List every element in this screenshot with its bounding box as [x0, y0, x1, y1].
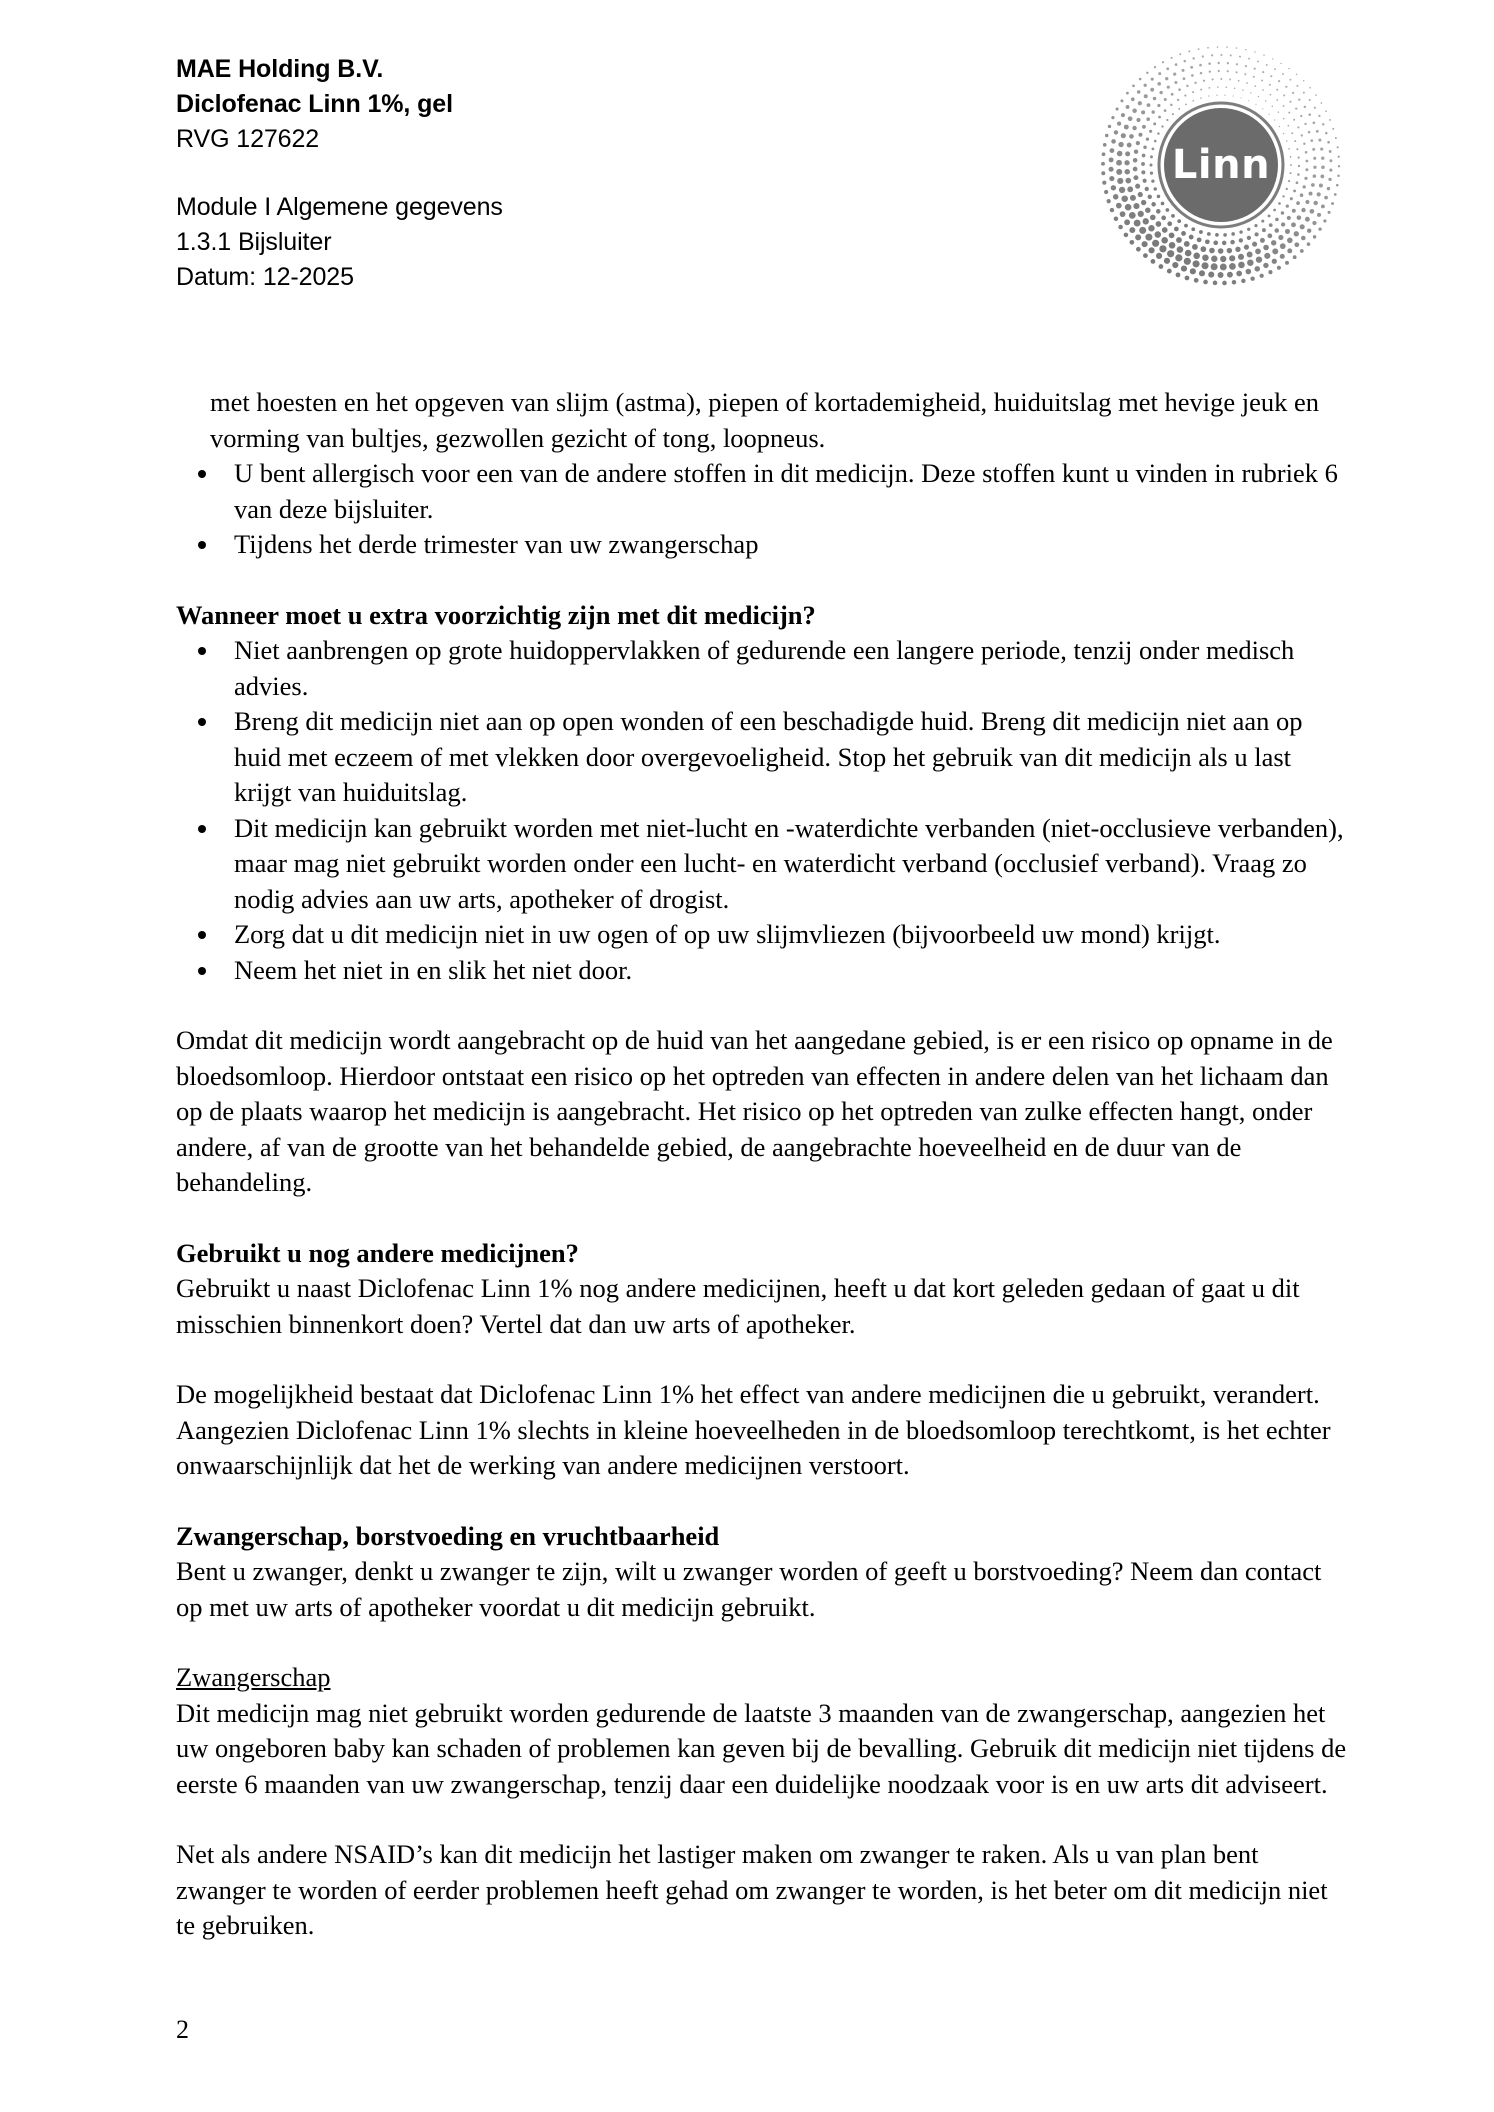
- list-item: [176, 527, 1352, 563]
- section-line: 1.3.1 Bijsluiter: [176, 228, 332, 256]
- bullet-icon: [198, 931, 206, 939]
- list-item: [176, 456, 1352, 527]
- pregnancy-subheading: Zwangerschap: [176, 1662, 331, 1692]
- continued-paragraph: met hoesten en het opgeven van slijm (astma), piepen of kortademigheid, huiduitslag met hevige jeuk en vorming van bultjes, gezwollen gezicht of tong, loopneus.: [210, 387, 1320, 453]
- vertical-spacer: [176, 1201, 1352, 1236]
- vertical-spacer: [176, 1484, 1352, 1519]
- bullet-icon: [198, 647, 206, 655]
- linn-logo-label: Linn: [1171, 142, 1271, 188]
- list-item-text: Niet aanbrengen op grote huidoppervlakken of gedurende een langere periode, tenzij onder medisch advies.: [234, 635, 1295, 701]
- vertical-spacer: [176, 1802, 1352, 1837]
- list-item-text: Neem het niet in en slik het niet door.: [234, 954, 633, 985]
- nsaid-paragraph: Net als andere NSAID’s kan dit medicijn het lastiger maken om zwanger te raken. Als u van plan bent zwanger te worden of eerder problemen heeft gehad om zwanger te worden, is het beter om dit medicijn niet te gebruiken.: [176, 1839, 1328, 1940]
- list-item: [176, 917, 1352, 953]
- list-item: [176, 704, 1352, 811]
- company-name: MAE Holding B.V.: [176, 55, 384, 83]
- bullet-icon: [198, 470, 206, 478]
- vertical-spacer: [176, 1342, 1352, 1377]
- list-item: [176, 811, 1352, 918]
- pregnancy-intro-paragraph: Bent u zwanger, denkt u zwanger te zijn, wilt u zwanger worden of geeft u borstvoeding? Neem dan contact op met uw arts of apotheker voordat u dit medicijn gebruikt.: [176, 1556, 1322, 1622]
- list-item-text: U bent allergisch voor een van de andere stoffen in dit medicijn. Deze stoffen kunt u vinden in rubriek 6 van deze bijsluiter.: [234, 458, 1338, 524]
- pregnancy-paragraph: Dit medicijn mag niet gebruikt worden gedurende de laatste 3 maanden van de zwangerschap, aangezien het uw ongeboren baby kan schaden of problemen kan geven bij de bevalling. Gebruik dit medicijn niet tijdens de eerste 6 maanden van uw zwangerschap, tenzij daar een duidelijke noodzaak voor is en uw arts dit adviseert.: [176, 1697, 1347, 1799]
- product-name: Diclofenac Linn 1%, gel: [176, 90, 453, 118]
- pregnancy-subheading-wrap: [176, 1660, 1352, 1696]
- vertical-spacer: [176, 563, 1352, 598]
- page-number: 2: [176, 2015, 189, 2044]
- module-line: Module I Algemene gegevens: [176, 193, 503, 221]
- bullet-icon: [198, 541, 206, 549]
- vertical-spacer: [176, 1625, 1352, 1660]
- date-line: Datum: 12-2025: [176, 263, 354, 291]
- interaction-paragraph: De mogelijkheid bestaat dat Diclofenac Linn 1% het effect van andere medicijnen die u gebruikt, verandert. Aangezien Diclofenac Linn 1% slechts in kleine hoeveelheden in de bloedsomloop terechtkomt, is het echter onwaarschijnlijk dat het de werking van andere medicijnen verstoort.: [176, 1379, 1331, 1480]
- list-item-text: Dit medicijn kan gebruikt worden met niet-lucht en -waterdichte verbanden (niet-occlusieve verbanden), maar mag niet gebruikt worden onder een lucht- en waterdicht verband (occlusief verband). Vraag zo nodig advies aan uw arts, apotheker of drogist.: [234, 812, 1344, 914]
- other-medicines-paragraph: Gebruikt u naast Diclofenac Linn 1% nog andere medicijnen, heeft u dat kort geleden gedaan of gaat u dit misschien binnenkort doen? Vertel dat dan uw arts of apotheker.: [176, 1273, 1300, 1339]
- list-item: [176, 953, 1352, 989]
- bullet-icon: [198, 967, 206, 975]
- list-item-text: Zorg dat u dit medicijn niet in uw ogen of op uw slijmvliezen (bijvoorbeeld uw mond) krijgt.: [234, 919, 1221, 949]
- absorption-paragraph: Omdat dit medicijn wordt aangebracht op de huid van het aangedane gebied, is er een risico op opname in de bloedsomloop. Hierdoor ontstaat een risico op het optreden van effecten in andere delen van het lichaam dan op de plaats waarop het medicijn is aangebracht. Het risico op het optreden van zulke effecten hangt, onder andere, af van de grootte van het behandelde gebied, de aangebrachte hoeveelheid en de duur van de behandeling.: [176, 1025, 1333, 1197]
- header-text-block: [176, 52, 503, 295]
- list-item-text: Breng dit medicijn niet aan op open wonden of een beschadigde huid. Breng dit medicijn niet aan op huid met eczeem of met vlekken door overgevoeligheid. Stop het gebruik van dit medicijn als u last krijgt van huiduitslag.: [234, 706, 1303, 807]
- pregnancy-heading: Zwangerschap, borstvoeding en vruchtbaarheid: [176, 1520, 720, 1551]
- caution-bullet-list: [176, 633, 1352, 988]
- other-medicines-heading: Gebruikt u nog andere medicijnen?: [176, 1237, 579, 1268]
- list-item: [176, 633, 1352, 704]
- document-body: [176, 385, 1352, 1944]
- caution-heading: Wanneer moet u extra voorzichtig zijn met dit medicijn?: [176, 599, 816, 630]
- linn-logo: [1096, 40, 1346, 290]
- document-header: [176, 52, 1398, 295]
- vertical-spacer: [176, 988, 1352, 1023]
- list-item-text: Tijdens het derde trimester van uw zwangerschap: [234, 529, 759, 559]
- registration-number: RVG 127622: [176, 125, 320, 153]
- bullet-icon: [198, 718, 206, 726]
- bullet-icon: [198, 825, 206, 833]
- allergy-bullet-list: [176, 456, 1352, 563]
- header-gap: [176, 157, 503, 190]
